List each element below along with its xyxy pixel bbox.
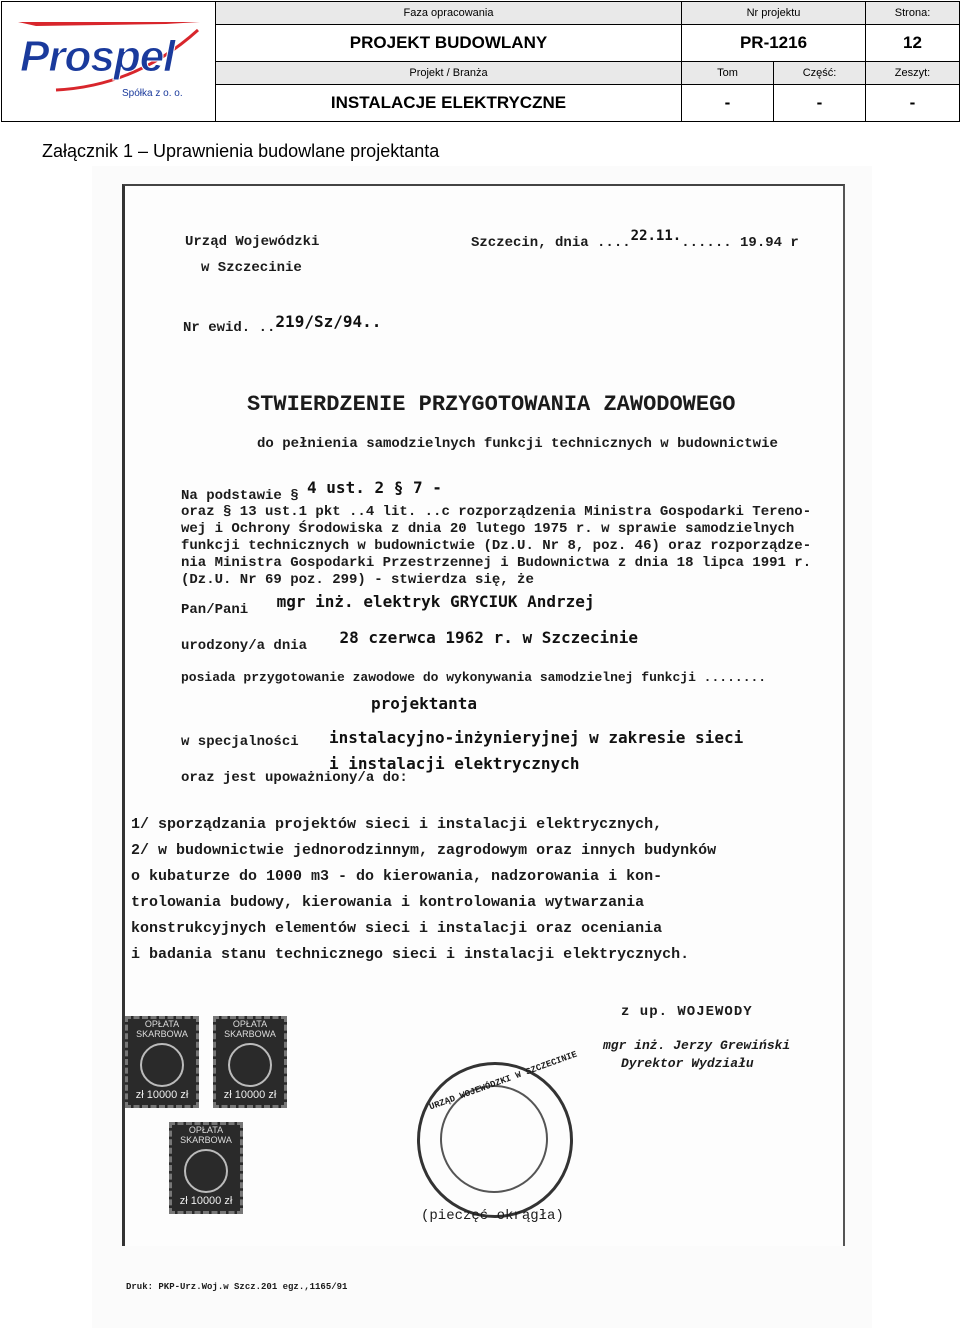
scope-item: trolowania budowy, kierowania i kontrolowania wytwarzania (131, 894, 645, 911)
eagle-icon (228, 1043, 272, 1087)
tax-stamp (125, 1016, 199, 1108)
scope-item: 1/ sporządzania projektów sieci i instalacji elektrycznych, (131, 816, 663, 833)
signature-line-2: mgr inż. Jerzy Grewiński (603, 1038, 791, 1053)
seal-caption: (pieczęć okrągła) (421, 1208, 564, 1224)
part-label: Część: (774, 62, 866, 85)
scope-item: o kubaturze do 1000 m3 - do kierowania, nadzorowania i kon- (131, 868, 663, 885)
eagle-icon (140, 1043, 184, 1087)
person-line (181, 592, 595, 618)
certificate-title: STWIERDZENIE PRZYGOTOWANIA ZAWODOWEGO (247, 392, 736, 417)
legal-basis-line: oraz § 13 ust.1 pkt ..4 lit. ..c rozporządzenia Ministra Gospodarki Tereno- (181, 504, 812, 520)
certificate-paper (122, 184, 845, 1246)
born-prefix: urodzony/a dnia (181, 638, 308, 654)
scope-list (131, 812, 716, 968)
specialization-handwritten-2: i instalacji elektrycznych (329, 754, 580, 773)
legal-basis-line: (Dz.U. Nr 69 poz. 299) - stwierdza się, że (181, 572, 534, 588)
eagle-icon (184, 1149, 228, 1193)
date-year: ...... 19.94 r (681, 235, 799, 251)
tax-stamp (213, 1016, 287, 1108)
registration-number (183, 312, 382, 336)
specialization-prefix: w specjalności (181, 734, 299, 750)
logo-text: Prospel (20, 32, 175, 81)
legal-basis-line: funkcji technicznych w budownictwie (Dz.U. Nr 8, poz. 46) oraz rozporządze- (181, 538, 812, 554)
tax-stamp-amount: zł 10000 zł (179, 1195, 233, 1207)
born-handwritten: 28 czerwca 1962 r. w Szczecinie (339, 628, 639, 647)
city-date-prefix: Szczecin, dnia .... (471, 235, 631, 251)
page-label: Strona: (866, 2, 960, 25)
qualification-line: posiada przygotowanie zawodowe do wykonywania samodzielnej funkcji ........ (181, 670, 767, 685)
specialization-handwritten-1: instalacyjno-inżynieryjnej w zakresie sieci (329, 728, 744, 747)
project-number-value: PR-1216 (682, 25, 866, 62)
print-footer: Druk: PKP-Urz.Woj.w Szcz.201 egz.,1165/91 (126, 1282, 348, 1292)
office-name-line2: w Szczecinie (201, 260, 302, 276)
scope-item: 2/ w budownictwie jednorodzinnym, zagrodowym oraz innych budynków (131, 842, 717, 859)
tom-label: Tom (682, 62, 774, 85)
tax-stamp-label: OPŁATA SKARBOWA (180, 1125, 232, 1145)
scanned-certificate (92, 166, 872, 1328)
legal-basis-line: wej i Ochrony Środowiska z dnia 20 lutego 1975 r. w sprawie samodzielnych (181, 521, 795, 537)
scope-item: i badania stanu technicznego sieci i instalacji elektrycznych. (131, 946, 690, 963)
born-line (181, 628, 639, 654)
signature-line-3: Dyrektor Wydziału (621, 1056, 754, 1071)
basis-prefix: Na podstawie § (181, 488, 299, 504)
city-date (471, 228, 799, 251)
registration-prefix: Nr ewid. .. (183, 320, 276, 336)
branch-label: Projekt / Branża (216, 62, 682, 85)
tax-stamp-label: OPŁATA SKARBOWA (224, 1019, 276, 1039)
signature-line-1: z up. WOJEWODY (621, 1004, 753, 1020)
authorization-line: oraz jest upoważniony/a do: (181, 770, 408, 786)
seal-text: URZĄD WOJEWÓDZKI W SZCZECINIE (428, 1049, 579, 1113)
page-value: 12 (866, 25, 960, 62)
tax-stamp-amount: zł 10000 zł (223, 1089, 277, 1101)
person-prefix: Pan/Pani (181, 602, 249, 618)
function-handwritten: projektanta (371, 694, 477, 713)
phase-value: PROJEKT BUDOWLANY (216, 25, 682, 62)
legal-basis-line: nia Ministra Gospodarki Przestrzennej i Budownictwa z dnia 18 lipca 1991 r. (181, 555, 812, 571)
office-name-line1: Urząd Wojewódzki (185, 234, 320, 250)
logo-subtitle: Spółka z o. o. (122, 88, 183, 99)
basis-line (181, 478, 821, 504)
volume-value: - (866, 85, 960, 122)
document-header (1, 1, 959, 119)
tax-stamp-amount: zł 10000 zł (135, 1089, 189, 1101)
basis-handwritten: 4 ust. 2 § 7 - (307, 478, 442, 497)
tax-stamp-label: OPŁATA SKARBOWA (136, 1019, 188, 1039)
tax-stamp (169, 1122, 243, 1214)
date-handwritten: 22.11. (630, 228, 682, 244)
company-logo (2, 2, 216, 122)
phase-label: Faza opracowania (216, 2, 682, 25)
certificate-subtitle: do pełnienia samodzielnych funkcji technicznych w budownictwie (257, 436, 778, 452)
project-number-label: Nr projektu (682, 2, 866, 25)
branch-value: INSTALACJE ELEKTRYCZNE (216, 85, 682, 122)
tom-value: - (682, 85, 774, 122)
registration-handwritten: 219/Sz/94.. (275, 312, 382, 331)
part-value: - (774, 85, 866, 122)
legal-basis-body (181, 504, 811, 589)
attachment-title: Załącznik 1 – Uprawnienia budowlane projektanta (42, 141, 440, 161)
person-handwritten: mgr inż. elektryk GRYCIUK Andrzej (276, 592, 595, 611)
volume-label: Zeszyt: (866, 62, 960, 85)
scope-item: konstrukcyjnych elementów sieci i instalacji oraz oceniania (131, 920, 663, 937)
